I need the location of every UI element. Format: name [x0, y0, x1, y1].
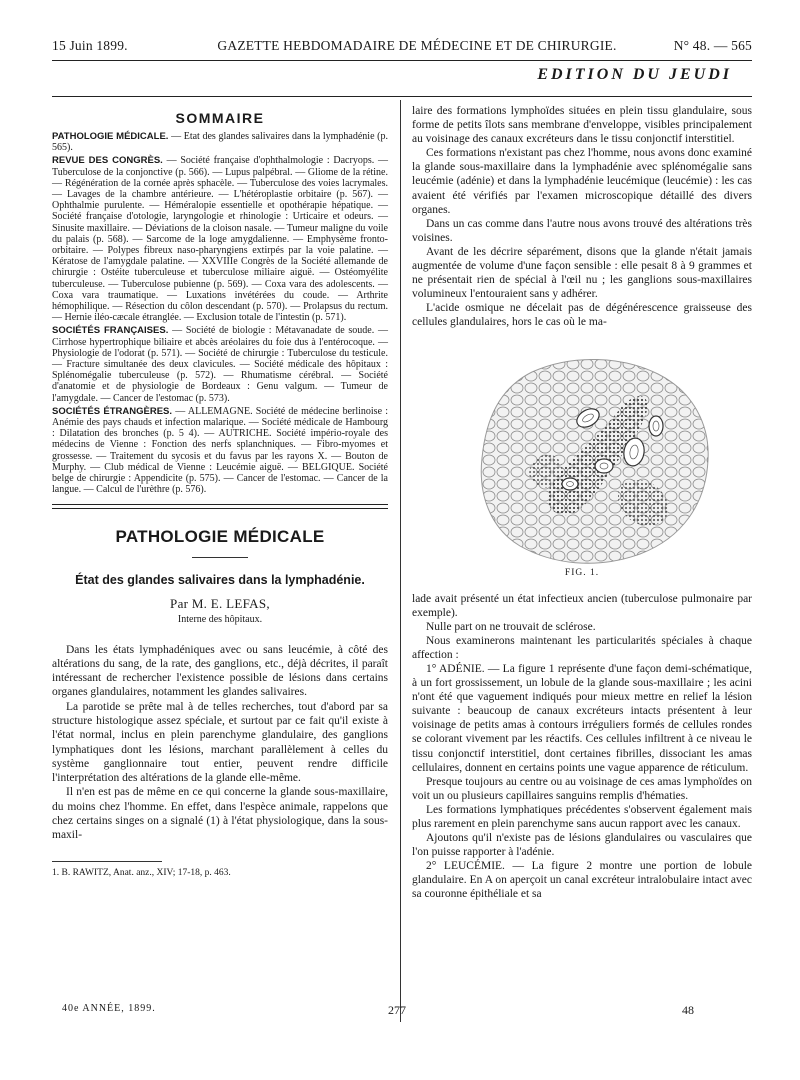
figure-caption: FIG. 1.: [564, 567, 600, 578]
article-title: État des glandes salivaires dans la lymphadénie.: [75, 572, 365, 587]
paragraph: Il n'en est pas de même en ce qui concerne la glande sous-maxillaire, du moins chez l'homme. En effet, dans l'espèce animale, rappelons que chez certains singes on a signalé (1) à l'état physiologique, dans la sous-maxil-: [52, 786, 388, 842]
article-body-left: [52, 643, 388, 843]
sommaire-entry-label: SOCIÉTÉS FRANÇAISES.: [52, 325, 169, 337]
column-divider: [400, 100, 401, 1022]
section-title: PATHOLOGIE MÉDICALE: [115, 526, 325, 546]
paragraph: Nulle part on ne trouvait de sclérose.: [426, 620, 596, 633]
sommaire-list: [52, 131, 388, 496]
section-short-rule: [192, 557, 248, 558]
sommaire-title: SOMMAIRE: [175, 110, 265, 126]
left-column: [52, 104, 388, 879]
paragraph: Dans un cas comme dans l'autre nous avons trouvé des altérations très voisines.: [412, 217, 752, 244]
sommaire-entry-text: — ALLEMAGNE. Société de médecine berlinoise : Anémie des pays chauds et infection malarique. — Société médicale de Hambourg : Dilatation des bronches (p. 5 4). — AUTRICHE. Société império-royale des médecins de Vienne : Fonction des nerfs splanchniques. — Fibro-myomes et grossesse. — Traitement du sycosis et du favus par les rayons X. — Bouton de Murphy. — Club médical de Vienne : Leucémie aiguë. — BELGIQUE. Société belge de chirurgie : Appendicite (p. 575). — Cancer de l'estomac. — Cancer de la langue. — Calcul de l'urèthre (p. 576).: [52, 405, 388, 496]
paragraph: lade avait présenté un état infectieux ancien (tuberculose pulmonaire par exemple).: [412, 592, 752, 619]
paragraph: 1° ADÉNIE. — La figure 1 représente d'une façon demi-schématique, à un fort grossissement, un lobule de la glande sous-maxillaire ; les acini n'ont été que vaguement indiqués pour mieux mettre en relief la lésion suivante : beaucoup de canaux excréteurs intacts présentent à leur voisinage de petits amas à contours irréguliers formés de cellules rondes se colorant vivement par les réactifs. Ces cellules infiltrent à ce niveau le tissu conjonctif interstitiel, dont certaines fibrilles, dissociant les amas cellulaires, donnent en certains points une vague apparence de réticulum.: [412, 662, 752, 774]
footnote: 1. B. RAWITZ, Anat. anz., XIV; 17-18, p. 463.: [52, 867, 231, 878]
paragraph: Dans les états lymphadéniques avec ou sans leucémie, à côté des altérations du sang, de la rate, des ganglions, etc., déjà décrites, il paraît intéressant de rechercher l'existence possible de lésions dans certains organes glandulaires, notamment les glandes salivaires.: [52, 643, 388, 699]
article-body-right-top: [412, 104, 752, 330]
edition-banner: EDITION DU JEUDI: [537, 66, 732, 83]
paragraph: 2° LEUCÉMIE. — La figure 2 montre une portion de lobule glandulaire. En A on aperçoit un canal excréteur intralobulaire intact avec sa couronne épithéliale et sa: [412, 860, 752, 901]
sommaire-entry: [52, 406, 388, 496]
paragraph: Presque toujours au centre ou au voisinage de ces amas lymphoïdes on voit un ou plusieurs capillaires sanguins remplis d'hématies.: [412, 775, 752, 802]
paragraph: Nous examinerons maintenant les particularités spéciales à chaque affection :: [412, 634, 752, 661]
running-header: [52, 38, 752, 56]
sommaire-entry-text: — Société de biologie : Métavanadate de soude. — Cirrhose hypertrophique biliaire et abcès aréolaires du foie dus à l'entérocoque. — Physiologie de l'odorat (p. 571). — Société de chirurgie : Tuberculose du testicule. — Fracture simultanée des deux clavicules. — Société médicale des hôpitaux : Splénomégalie tuberculeuse (p. 572). — Rhumatisme cérébral. — Société d'anatomie et de physiologie de Bordeaux : Genu valgum. — Tumeur de l'amygdale. — Cancer de l'estomac (p. 573).: [52, 325, 388, 404]
sommaire-entry-text: — Etat des glandes salivaires dans la lymphadénie (p. 565).: [52, 131, 388, 154]
footer-year: 40e ANNÉE, 1899.: [62, 1003, 156, 1014]
sommaire-entry-label: REVUE DES CONGRÈS.: [52, 155, 163, 167]
sommaire-entry: [52, 325, 388, 403]
article-author: Par M. E. LEFAS,: [170, 595, 270, 611]
header-rule: [52, 60, 752, 61]
header-date: 15 Juin 1899.: [52, 38, 128, 53]
footer-issue: 48: [682, 1003, 694, 1017]
header-title: GAZETTE HEBDOMADAIRE DE MÉDECINE ET DE CHIRURGIE.: [217, 38, 617, 53]
footnote-rule: [52, 861, 162, 862]
gland-lobule-drawing: [412, 334, 752, 570]
article-body-right-bottom: [412, 592, 752, 902]
paragraph: La parotide se prête mal à de telles recherches, tout d'abord par sa structure histologique assez spéciale, et surtout par ce fait qu'il existe à l'état normal, inclus en plein parenchyme glandulaire, des ganglions lymphatiques dont les lésions, marchant parallèlement à celles du système ganglionnaire tout entier, peuvent rendre difficile l'interprétation des altérations de la glande elle-même.: [52, 700, 388, 785]
article-author-role: Interne des hôpitaux.: [177, 613, 263, 625]
sommaire-entry: [52, 131, 388, 153]
sommaire-entry-label: SOCIÉTÉS ÉTRANGÈRES.: [52, 405, 173, 417]
figure-1-illustration: [412, 334, 752, 570]
paragraph: Avant de les décrire séparément, disons que la glande n'était jamais augmentée de volume d'une façon sensible : elle pesait 8 à 9 grammes et ne présentait rien de spécial à l'œil nu ; les ganglions sous-maxillaires volumineux l'entouraient sans y adhérer.: [412, 245, 752, 301]
sommaire-entry: [52, 155, 388, 323]
edition-rule: [52, 96, 752, 97]
sommaire-entry-text: — Société française d'ophthalmologie : Dacryops. — Tuberculose de la conjonctive (p. 566). — Lupus palpébral. — Gliome de la rétine. — Régénération de la cornée après sphacèle. — Tuberculose des voies lacrymales. — Lavages de la chambre antérieure. — L'hétéroplastie orbitaire (p. 567). — Ophthalmie purulente. — Héméralopie essentielle et opothérapie hépatique. — Société française d'otologie, laryngologie et rhinologie : Urticaire et odeurs. — Sinusite maxillaire. — Déviations de la cloison nasale. — Tumeur maligne du voile du palais (p. 568). — Sarcome de la loge amygdalienne. — Emphysème fronto-orbitaire. — Polypes fibreux naso-pharyngiens extirpés par la voie palatine. — Kératose de l'amygdale palatine. — XXVIIIe Congrès de la Société allemande de chirurgie : Ostéite tuberculeuse et tuberculose miliaire aiguë. — Ostéomyélite tuberculeuse. — Tuberculose pubienne (p. 569). — Coxa vara des adolescents. — Coxa vara traumatique. — Luxations invétérées du coude. — Arthrite hémophilique. — Résection du côlon descendant (p. 570). — Prolapsus du rectum. — Hernie iléo-cæcale étranglée. — Exclusion totale de l'intestin (p. 571).: [52, 155, 389, 324]
right-column: [412, 104, 752, 902]
paragraph: Ajoutons qu'il n'existe pas de lésions glandulaires ou vasculaires que l'on puisse rapporter à l'adénie.: [412, 832, 752, 859]
paragraph: Ces formations n'existant pas chez l'homme, nous avons donc examiné la glande sous-maxillaire dans la lymphadénie avec splénomégalie sans leucémie (adénie) et dans la lymphadénie leucémique (leucémie) : les cas avaient été vérifiés par l'examen microscopique détaillé des divers organes.: [412, 147, 752, 216]
footer-page-number: 277: [388, 1003, 406, 1017]
paragraph: Les formations lymphatiques précédentes s'observent également mais plus rarement en plein parenchyme sans aucun rapport avec les canaux.: [412, 803, 752, 830]
header-issue-number: N° 48. — 565: [673, 38, 752, 53]
section-double-rule: [52, 504, 388, 509]
paragraph: laire des formations lymphoïdes situées en plein tissu glandulaire, sous forme de petits îlots sans membrane d'enveloppe, visibles principalement au voisinage des canaux excréteurs dans le tissu conjonctif interstitiel.: [412, 105, 752, 146]
sommaire-entry-label: PATHOLOGIE MÉDICALE.: [52, 131, 169, 142]
paragraph: L'acide osmique ne décelait pas de dégénérescence graisseuse des cellules glandulaires, hors le cas où le ma-: [412, 302, 752, 329]
